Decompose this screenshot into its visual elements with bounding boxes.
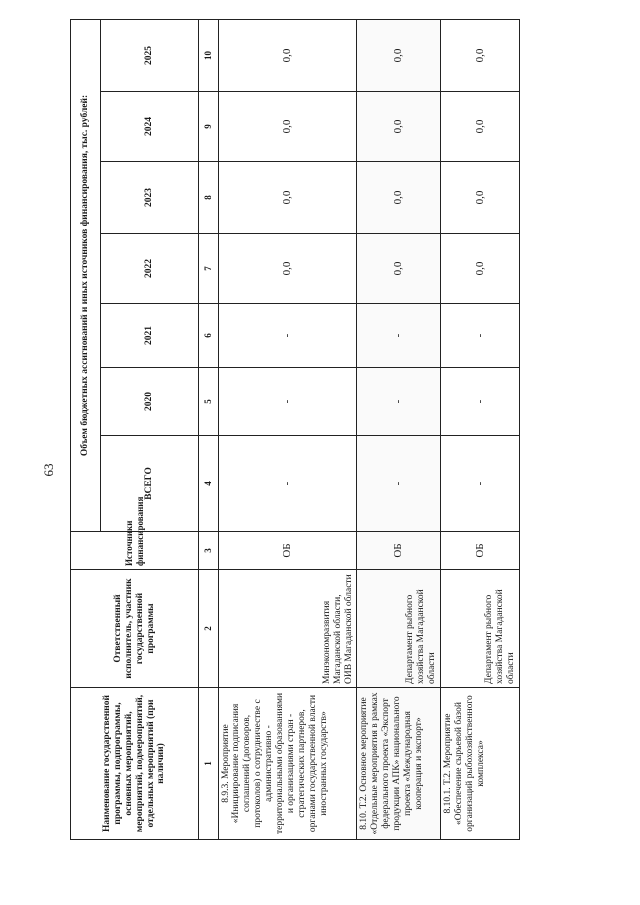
- column-number: 9: [199, 92, 218, 162]
- row-total: -: [357, 436, 440, 532]
- row-value-2025: 0,0: [440, 19, 519, 91]
- header-year-2025: 2025: [100, 19, 198, 91]
- column-number: 4: [199, 436, 218, 532]
- row-value-2023: 0,0: [357, 162, 440, 234]
- row-value-2020: -: [218, 368, 357, 436]
- header-funding-group: Объем бюджетных ассигнований и иных источников финансирования, тыс. рублей:: [71, 19, 101, 531]
- column-number: 8: [199, 162, 218, 234]
- row-value-2022: 0,0: [440, 234, 519, 304]
- column-number: 6: [199, 304, 218, 368]
- column-number: 5: [199, 368, 218, 436]
- table-row: [357, 19, 440, 839]
- row-value-2025: 0,0: [218, 19, 357, 91]
- funding-table-container: [70, 20, 520, 840]
- header-executor: Ответственный исполнитель, участник государственной программы: [71, 570, 199, 688]
- header-year-2022: 2022: [100, 234, 198, 304]
- row-value-2020: -: [440, 368, 519, 436]
- header-name: Наименование государственной программы, подпрограммы, основных мероприятий, мероприятий, подмероприятий, отдельных мероприятий (при наличии): [71, 688, 199, 840]
- row-value-2022: 0,0: [357, 234, 440, 304]
- column-number: 7: [199, 234, 218, 304]
- row-value-2023: 0,0: [218, 162, 357, 234]
- row-value-2020: -: [357, 368, 440, 436]
- header-year-2020: 2020: [100, 368, 198, 436]
- row-source: ОБ: [218, 532, 357, 570]
- header-total: ВСЕГО: [100, 436, 198, 532]
- column-number: 2: [199, 570, 218, 688]
- row-source: ОБ: [357, 532, 440, 570]
- row-value-2021: -: [357, 304, 440, 368]
- page-number: 63: [41, 463, 56, 477]
- row-value-2022: 0,0: [218, 234, 357, 304]
- column-number: 10: [199, 19, 218, 91]
- row-total: -: [218, 436, 357, 532]
- row-name: 8.10. Т.2. Основное мероприятие «Отдельные мероприятия в рамках федерального проекта «Экспорт продукции АПК» национального проекта «Международная кооперация и экспорт»: [357, 688, 440, 840]
- row-name: 8.9.3. Мероприятие «Инициирование подписания соглашений (договоров, протоколов) о сотрудничестве с административно - территориальными образованиями и организациями стран - стратегических партнеров, органами государственной власти иностранных государств»: [218, 688, 357, 840]
- row-total: -: [440, 436, 519, 532]
- row-executor: Минэкономразвития Магаданской области, ОИВ Магаданской области: [218, 570, 357, 688]
- row-value-2025: 0,0: [357, 19, 440, 91]
- row-executor: Департамент рыбного хозяйства Магаданской области: [440, 570, 519, 688]
- row-source: ОБ: [440, 532, 519, 570]
- row-value-2024: 0,0: [218, 92, 357, 162]
- header-year-2021: 2021: [100, 304, 198, 368]
- row-value-2024: 0,0: [357, 92, 440, 162]
- table-row: [218, 19, 357, 839]
- row-value-2024: 0,0: [440, 92, 519, 162]
- funding-table: [70, 19, 520, 840]
- table-row: [440, 19, 519, 839]
- row-value-2023: 0,0: [440, 162, 519, 234]
- row-value-2021: -: [218, 304, 357, 368]
- column-number-row: [199, 19, 218, 839]
- row-executor: Департамент рыбного хозяйства Магаданской области: [357, 570, 440, 688]
- column-number: 1: [199, 688, 218, 840]
- column-number: 3: [199, 532, 218, 570]
- header-source: Источники финансирования: [71, 532, 199, 570]
- header-year-2023: 2023: [100, 162, 198, 234]
- row-value-2021: -: [440, 304, 519, 368]
- header-year-2024: 2024: [100, 92, 198, 162]
- row-name: 8.10.1. Т.2. Мероприятие «Обеспечение сырьевой базой организаций рыбохозяйственного комплекса»: [440, 688, 519, 840]
